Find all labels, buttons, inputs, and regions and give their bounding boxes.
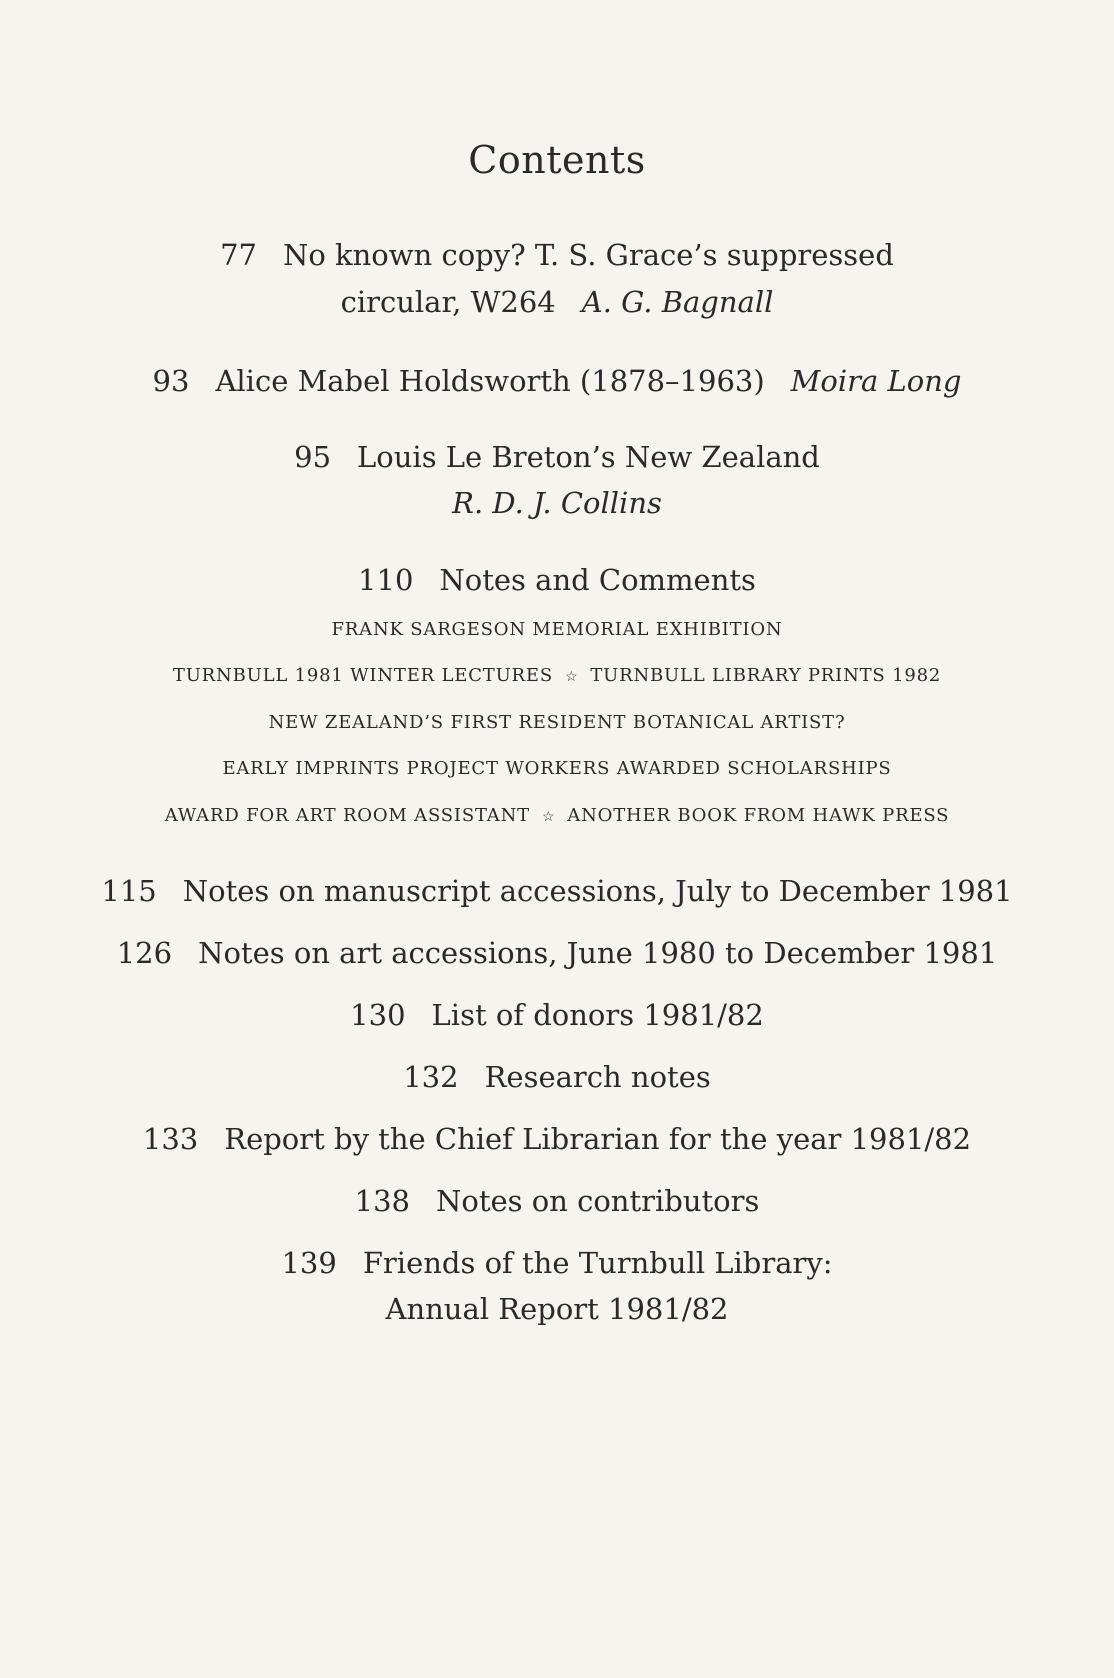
subitem: EARLY IMPRINTS PROJECT WORKERS AWARDED SCHOLARSHIPS (222, 758, 892, 779)
toc-entry-132 (0, 1060, 1114, 1094)
page-number: 115 (101, 874, 157, 908)
subitem-line-4 (0, 758, 1114, 779)
page-number: 110 (358, 563, 414, 597)
toc-entry-77-continuation (0, 285, 1114, 319)
page-number: 138 (354, 1184, 410, 1218)
toc-entry-95-author-line (0, 486, 1114, 520)
page-number: 130 (350, 998, 406, 1032)
star-icon: ☆ (541, 809, 556, 825)
entry-author: A. G. Bagnall (581, 285, 774, 319)
page-number: 77 (220, 238, 257, 272)
entry-title: No known copy? T. S. Grace’s suppressed (282, 238, 894, 272)
entry-title: Friends of the Turnbull Library: (362, 1246, 833, 1280)
entry-title: Notes on art accessions, June 1980 to December 1981 (198, 936, 998, 970)
subitem: NEW ZEALAND’S FIRST RESIDENT BOTANICAL ARTIST? (268, 712, 846, 733)
toc-entry-138 (0, 1184, 1114, 1218)
toc-entry-115 (0, 874, 1114, 908)
entry-title: Notes on manuscript accessions, July to December 1981 (182, 874, 1013, 908)
toc-entry-133 (0, 1122, 1114, 1156)
entry-title: Research notes (484, 1060, 711, 1094)
toc-entry-139-continuation (0, 1292, 1114, 1326)
page-number: 132 (403, 1060, 459, 1094)
page-number: 93 (152, 364, 190, 398)
entry-title: Report by the Chief Librarian for the year 1981/82 (224, 1122, 972, 1156)
subitem-line-1 (0, 619, 1114, 640)
subitem-line-2 (0, 665, 1114, 686)
toc-entry-93 (0, 364, 1114, 398)
entry-title: Notes on contributors (435, 1184, 760, 1218)
subitem-line-3 (0, 712, 1114, 733)
toc-entry-95 (0, 440, 1114, 474)
subitem-line-5 (0, 805, 1114, 826)
page-number: 126 (116, 936, 173, 970)
subitem: TURNBULL LIBRARY PRINTS 1982 (590, 665, 942, 686)
subitem: ANOTHER BOOK FROM HAWK PRESS (567, 805, 950, 826)
page-number: 95 (294, 440, 332, 474)
entry-title: Notes and Comments (439, 563, 756, 597)
entry-title: Louis Le Breton’s New Zealand (357, 440, 820, 474)
toc-entry-110 (0, 563, 1114, 597)
entry-title-continued: circular, W264 (340, 285, 556, 319)
entry-author: Moira Long (790, 364, 962, 398)
subitem: TURNBULL 1981 WINTER LECTURES (172, 665, 553, 686)
toc-entry-126 (0, 936, 1114, 970)
star-icon: ☆ (564, 669, 579, 685)
entry-author: R. D. J. Collins (452, 486, 662, 520)
subitem: FRANK SARGESON MEMORIAL EXHIBITION (331, 619, 783, 640)
subitem: AWARD FOR ART ROOM ASSISTANT (164, 805, 530, 826)
toc-entry-139 (0, 1246, 1114, 1280)
page-number: 139 (281, 1246, 337, 1280)
toc-entry-130 (0, 998, 1114, 1032)
entry-title: Alice Mabel Holdsworth (1878–1963) (215, 364, 765, 398)
page-title: Contents (468, 138, 646, 182)
page-number: 133 (142, 1122, 199, 1156)
entry-title-continued: Annual Report 1981/82 (385, 1292, 729, 1326)
toc-entry-77 (0, 238, 1114, 272)
entry-title: List of donors 1981/82 (431, 998, 764, 1032)
